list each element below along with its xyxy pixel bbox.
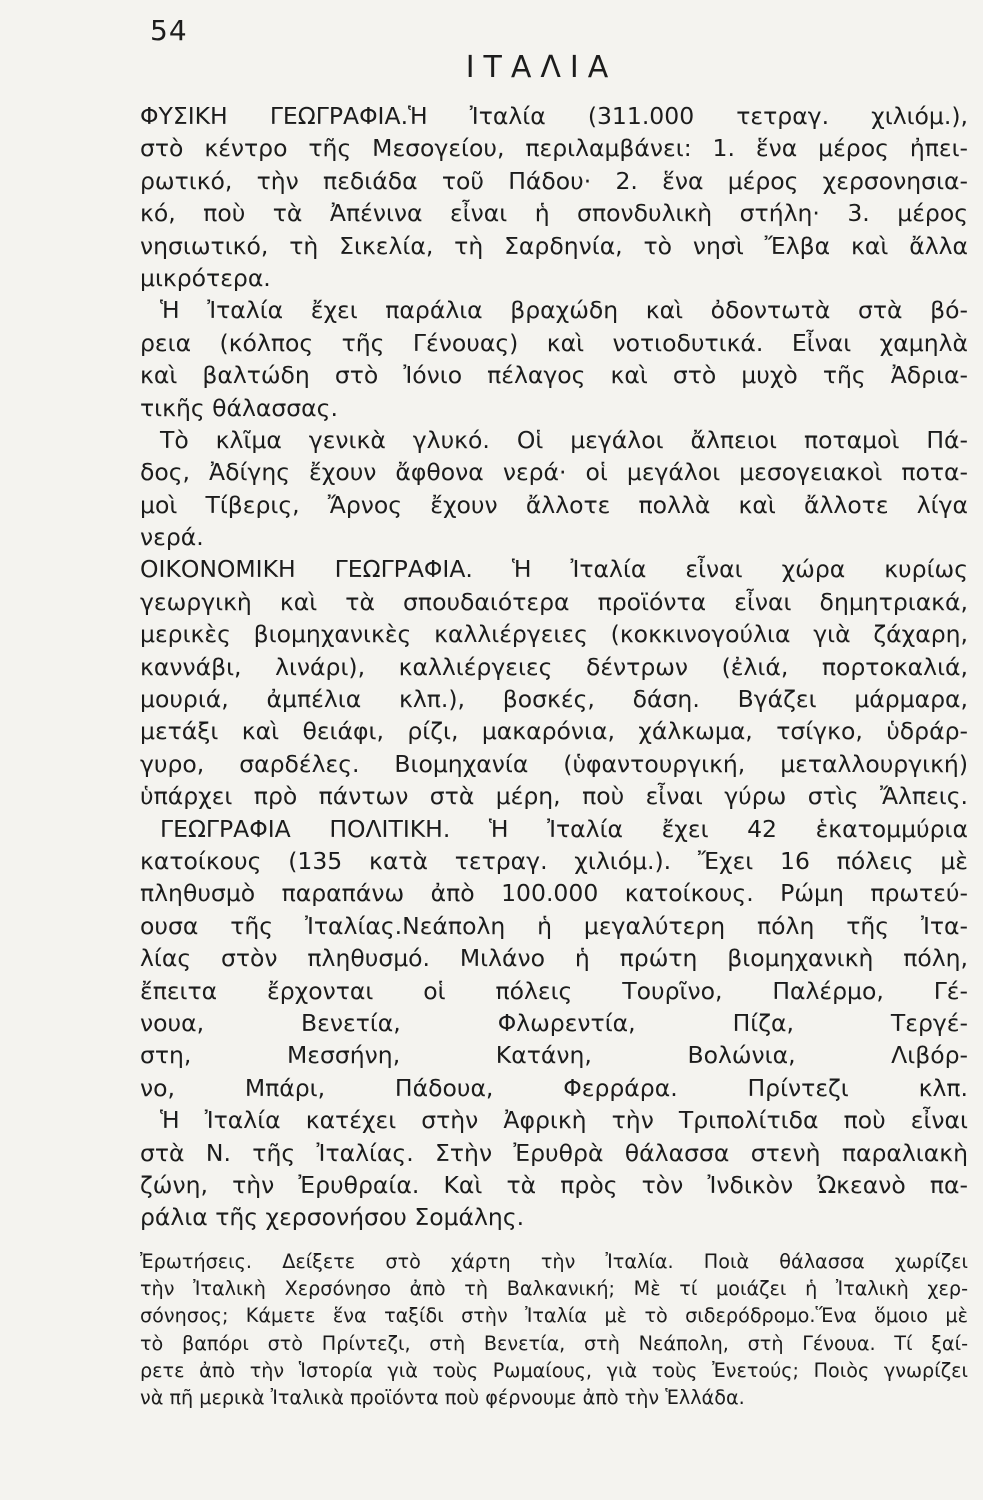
text-line: Ἡ Ἰταλία ἔχει παράλια βραχώδη καὶ ὀδοντωτὰ στὰ βό- — [160, 296, 968, 325]
text-line: ζώνη, τὴν Ἐρυθραία. Καὶ τὰ πρὸς τὸν Ἰνδικὸν Ὠκεανὸ πα- — [140, 1170, 968, 1199]
page-number: 54 — [150, 14, 188, 47]
text-line: πληθυσμὸ παραπάνω ἀπὸ 100.000 κατοίκους. Ρώμη πρωτεύ- — [140, 879, 968, 908]
text-line: γυρο, σαρδέλες. Βιομηχανία (ὑφαντουργική, μεταλλουργική) — [140, 749, 968, 778]
chapter-title: ΙΤΑΛΙΑ — [465, 50, 618, 85]
text-line: ΦΥΣΙΚΗ ΓΕΩΓΡΑΦΙΑ.Ἡ Ἰταλία (311.000 τετραγ. χιλιόμ.), — [140, 102, 968, 130]
question-line: τὸ βαπόρι στὸ Πρίντεζι, στὴ Βενετία, στὴ Νεάπολη, στὴ Γένουα. Τί ξαί- — [140, 1331, 968, 1355]
text-line: ρωτικό, τὴν πεδιάδα τοῦ Πάδου· 2. ἕνα μέρος χερσονησια- — [140, 166, 968, 195]
text-line: δος, Ἀδίγης ἔχουν ἄφθονα νερά· οἱ μεγάλοι μεσογειακοὶ ποτα- — [140, 458, 968, 487]
text-line: ράλια τῆς χερσονήσου Σομάλης. — [140, 1203, 525, 1232]
text-line: λίας στὸν πληθυσμό. Μιλάνο ἡ πρώτη βιομηχανικὴ πόλη, — [140, 944, 968, 973]
text-line: μετάξι καὶ θειάφι, ρίζι, μακαρόνια, χάλκωμα, τσίγκο, ὑδράρ- — [140, 717, 968, 746]
text-line: στὸ κέντρο τῆς Μεσογείου, περιλαμβάνει: 1. ἕνα μέρος ἠπει- — [140, 134, 968, 163]
text-line: ουσα τῆς Ἰταλίας.Νεάπολη ἡ μεγαλύτερη πόλη τῆς Ἰτα- — [140, 911, 968, 940]
text-line: κατοίκους (135 κατὰ τετραγ. χιλιόμ.). Ἔχει 16 πόλεις μὲ — [140, 846, 968, 875]
body-text — [140, 100, 968, 1234]
text-line: Τὸ κλῖμα γενικὰ γλυκό. Οἱ μεγάλοι ἄλπειοι ποταμοὶ Πά- — [160, 425, 968, 454]
text-line: στὰ Ν. τῆς Ἰταλίας. Στὴν Ἐρυθρὰ θάλασσα στενὴ παραλιακὴ — [140, 1138, 968, 1167]
text-line: ἔπειτα ἔρχονται οἱ πόλεις Τουρῖνο, Παλέρμο, Γέ- — [140, 976, 968, 1005]
text-line: κό, ποὺ τὰ Ἀπένινα εἶναι ἡ σπονδυλικὴ στήλη· 3. μέρος — [140, 199, 968, 228]
question-line: ρετε ἀπὸ τὴν Ἱστορία γιὰ τοὺς Ρωμαίους, γιὰ τοὺς Ἐνετούς; Ποιὸς γνωρίζει — [140, 1358, 968, 1382]
text-line: ὑπάρχει πρὸ πάντων στὰ μέρη, ποὺ εἶναι γύρω στὶς Ἄλπεις. — [140, 782, 968, 811]
text-line: στη, Μεσσήνη, Κατάνη, Βολώνια, Λιβόρ- — [140, 1041, 968, 1070]
text-line: Ἡ Ἰταλία κατέχει στὴν Ἀφρικὴ τὴν Τριπολίτιδα ποὺ εἶναι — [160, 1106, 968, 1135]
text-line: νουα, Βενετία, Φλωρεντία, Πίζα, Τεργέ- — [140, 1008, 968, 1037]
text-line: ρεια (κόλπος τῆς Γένουας) καὶ νοτιοδυτικά. Εἶναι χαμηλὰ — [140, 328, 968, 357]
text-line: ΓΕΩΓΡΑΦΙΑ ΠΟΛΙΤΙΚΗ. Ἡ Ἰταλία ἔχει 42 ἑκατομμύρια — [160, 814, 968, 843]
text-line: μικρότερα. — [140, 263, 271, 292]
text-line: καὶ βαλτώδη στὸ Ἰόνιο πέλαγος καὶ στὸ μυχὸ τῆς Ἀδρια- — [140, 361, 968, 390]
question-line: νὰ πῆ μερικὰ Ἰταλικὰ προϊόντα ποὺ φέρνουμε ἀπὸ τὴν Ἑλλάδα. — [140, 1385, 745, 1409]
text-line: τικῆς θάλασσας. — [140, 393, 338, 422]
text-line: μοὶ Τίβερις, Ἄρνος ἔχουν ἄλλοτε πολλὰ καὶ ἄλλοτε λίγα — [140, 490, 968, 519]
text-line: νο, Μπάρι, Πάδουα, Φερράρα. Πρίντεζι κλπ. — [140, 1073, 968, 1102]
text-line: ΟΙΚΟΝΟΜΙΚΗ ΓΕΩΓΡΑΦΙΑ. Ἡ Ἰταλία εἶναι χώρα κυρίως — [140, 555, 968, 584]
text-line: γεωργικὴ καὶ τὰ σπουδαιότερα προϊόντα εἶναι δημητριακά, — [140, 587, 968, 616]
questions-section — [140, 1248, 968, 1411]
question-line: τὴν Ἰταλικὴ Χερσόνησο ἀπὸ τὴ Βαλκανική; Μὲ τί μοιάζει ἡ Ἰταλικὴ χερ- — [140, 1277, 968, 1301]
text-line: νερά. — [140, 523, 204, 552]
text-line: μερικὲς βιομηχανικὲς καλλιέργειες (κοκκινογούλια γιὰ ζάχαρη, — [140, 620, 968, 649]
question-line: Ἐρωτήσεις. Δείξετε στὸ χάρτη τὴν Ἰταλία. Ποιὰ θάλασσα χωρίζει — [140, 1250, 968, 1273]
text-line: καννάβι, λινάρι), καλλιέργειες δέντρων (ἐλιά, πορτοκαλιά, — [140, 652, 968, 681]
text-line: νησιωτικό, τὴ Σικελία, τὴ Σαρδηνία, τὸ νησὶ Ἔλβα καὶ ἄλλα — [140, 231, 968, 260]
question-line: σόνησος; Κάμετε ἕνα ταξίδι στὴν Ἰταλία μὲ τὸ σιδερόδρομο.Ἕνα ὅμοιο μὲ — [140, 1304, 968, 1328]
text-line: μουριά, ἀμπέλια κλπ.), βοσκές, δάση. Βγάζει μάρμαρα, — [140, 685, 968, 714]
